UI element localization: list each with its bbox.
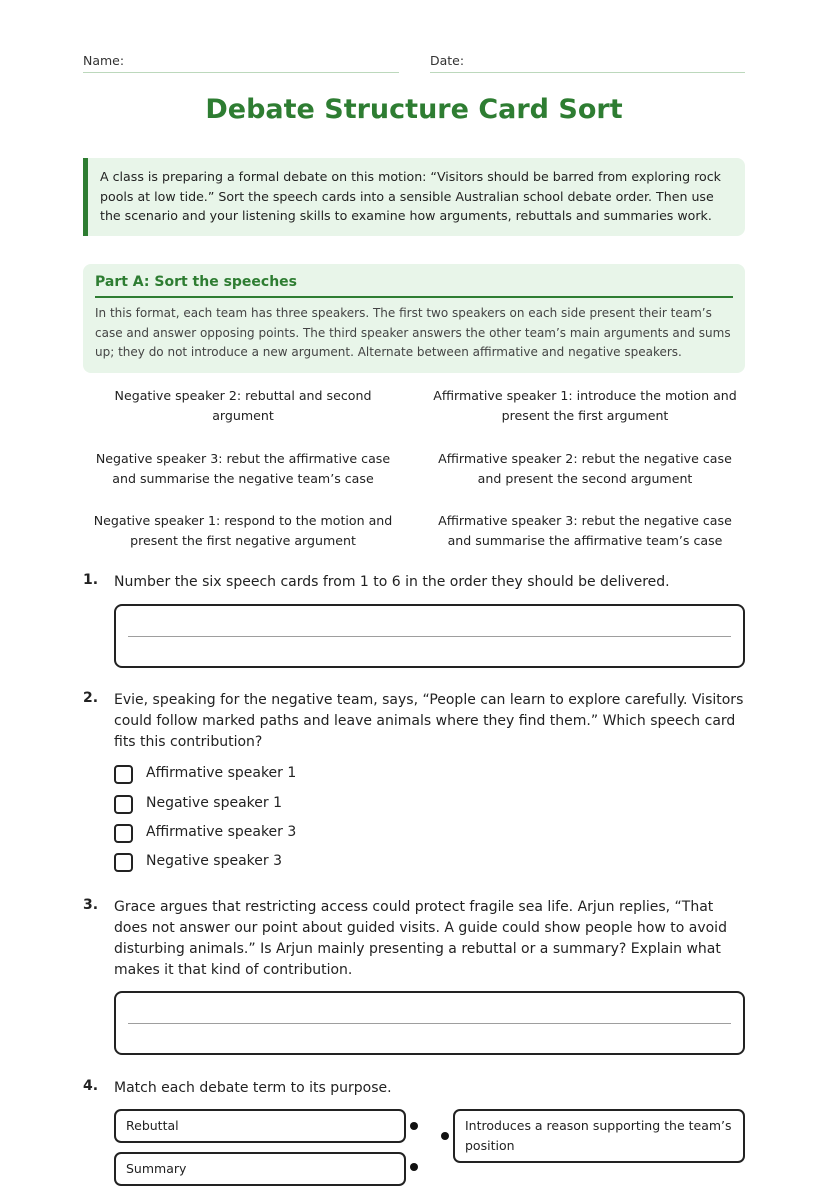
part-a-panel xyxy=(83,264,745,373)
speech-card[interactable]: Affirmative speaker 3: rebut the negative case and summarise the affirmative team’s case xyxy=(438,513,732,548)
option-label: Negative speaker 3 xyxy=(146,853,282,869)
checkbox[interactable] xyxy=(114,795,133,814)
part-a-body: In this format, each team has three speakers. The first two speakers on each side present their team’s case and answer opposing points. The third speaker answers the other team’s main arguments and sums up; they do not introduce a new argument. Alternate between affirmative and negative speakers. xyxy=(95,306,731,359)
match-term[interactable] xyxy=(114,1152,406,1186)
option-label: Affirmative speaker 1 xyxy=(146,765,297,781)
match-term-label: Summary xyxy=(126,1161,187,1176)
match-purpose-label: Introduces a reason supporting the team’s position xyxy=(465,1118,732,1153)
checkbox[interactable] xyxy=(114,765,133,784)
checkbox[interactable] xyxy=(114,853,133,872)
option-label: Negative speaker 1 xyxy=(146,795,282,811)
answer-line xyxy=(128,636,731,637)
checkbox[interactable] xyxy=(114,824,133,843)
question-text: Grace argues that restricting access could protect fragile sea life. Arjun replies, “That does not answer our point about guided visits. A guide could show people how to avoid disturbing animals.” Is Arjun mainly presenting a rebuttal or a summary? Explain what makes it that kind of contribution. xyxy=(114,899,727,978)
question-number: 1. xyxy=(83,572,99,588)
name-label: Name: xyxy=(83,53,125,68)
question-number: 4. xyxy=(83,1078,99,1094)
answer-box-q1[interactable] xyxy=(114,604,745,668)
match-purpose[interactable] xyxy=(453,1109,745,1163)
question-text: Match each debate term to its purpose. xyxy=(114,1080,392,1096)
match-term-label: Rebuttal xyxy=(126,1118,179,1133)
speech-card[interactable]: Affirmative speaker 2: rebut the negative case and present the second argument xyxy=(438,451,732,486)
question-text: Number the six speech cards from 1 to 6 in the order they should be delivered. xyxy=(114,574,670,590)
name-line[interactable] xyxy=(83,72,399,73)
option-label: Affirmative speaker 3 xyxy=(146,824,297,840)
date-line[interactable] xyxy=(430,72,745,73)
speech-card[interactable]: Negative speaker 2: rebuttal and second argument xyxy=(114,388,372,423)
date-label: Date: xyxy=(430,53,465,68)
speech-card[interactable]: Affirmative speaker 1: introduce the motion and present the first argument xyxy=(433,388,737,423)
intro-text: A class is preparing a formal debate on this motion: “Visitors should be barred from exploring rock pools at low tide.” Sort the speech cards into a sensible Australian school debate order. Then use the scenario and your listening skills to examine how arguments, rebuttals and summaries work. xyxy=(100,169,721,223)
intro-panel xyxy=(83,158,745,236)
question-text: Evie, speaking for the negative team, says, “People can learn to explore carefully. Visitors could follow marked paths and leave animals where they find them.” Which speech card fits this contribution? xyxy=(114,692,744,750)
speech-card[interactable]: Negative speaker 1: respond to the motion and present the first negative argument xyxy=(93,513,393,548)
question-number: 2. xyxy=(83,690,99,706)
match-dot[interactable] xyxy=(410,1122,418,1130)
answer-box-q3[interactable] xyxy=(114,991,745,1055)
match-dot[interactable] xyxy=(441,1132,449,1140)
match-term[interactable] xyxy=(114,1109,406,1143)
speech-card[interactable]: Negative speaker 3: rebut the affirmative case and summarise the negative team’s case xyxy=(95,451,391,486)
page-title: Debate Structure Card Sort xyxy=(205,94,623,125)
match-dot[interactable] xyxy=(410,1163,418,1171)
answer-line xyxy=(128,1023,731,1024)
part-a-title: Part A: Sort the speeches xyxy=(95,274,733,298)
question-number: 3. xyxy=(83,897,99,913)
